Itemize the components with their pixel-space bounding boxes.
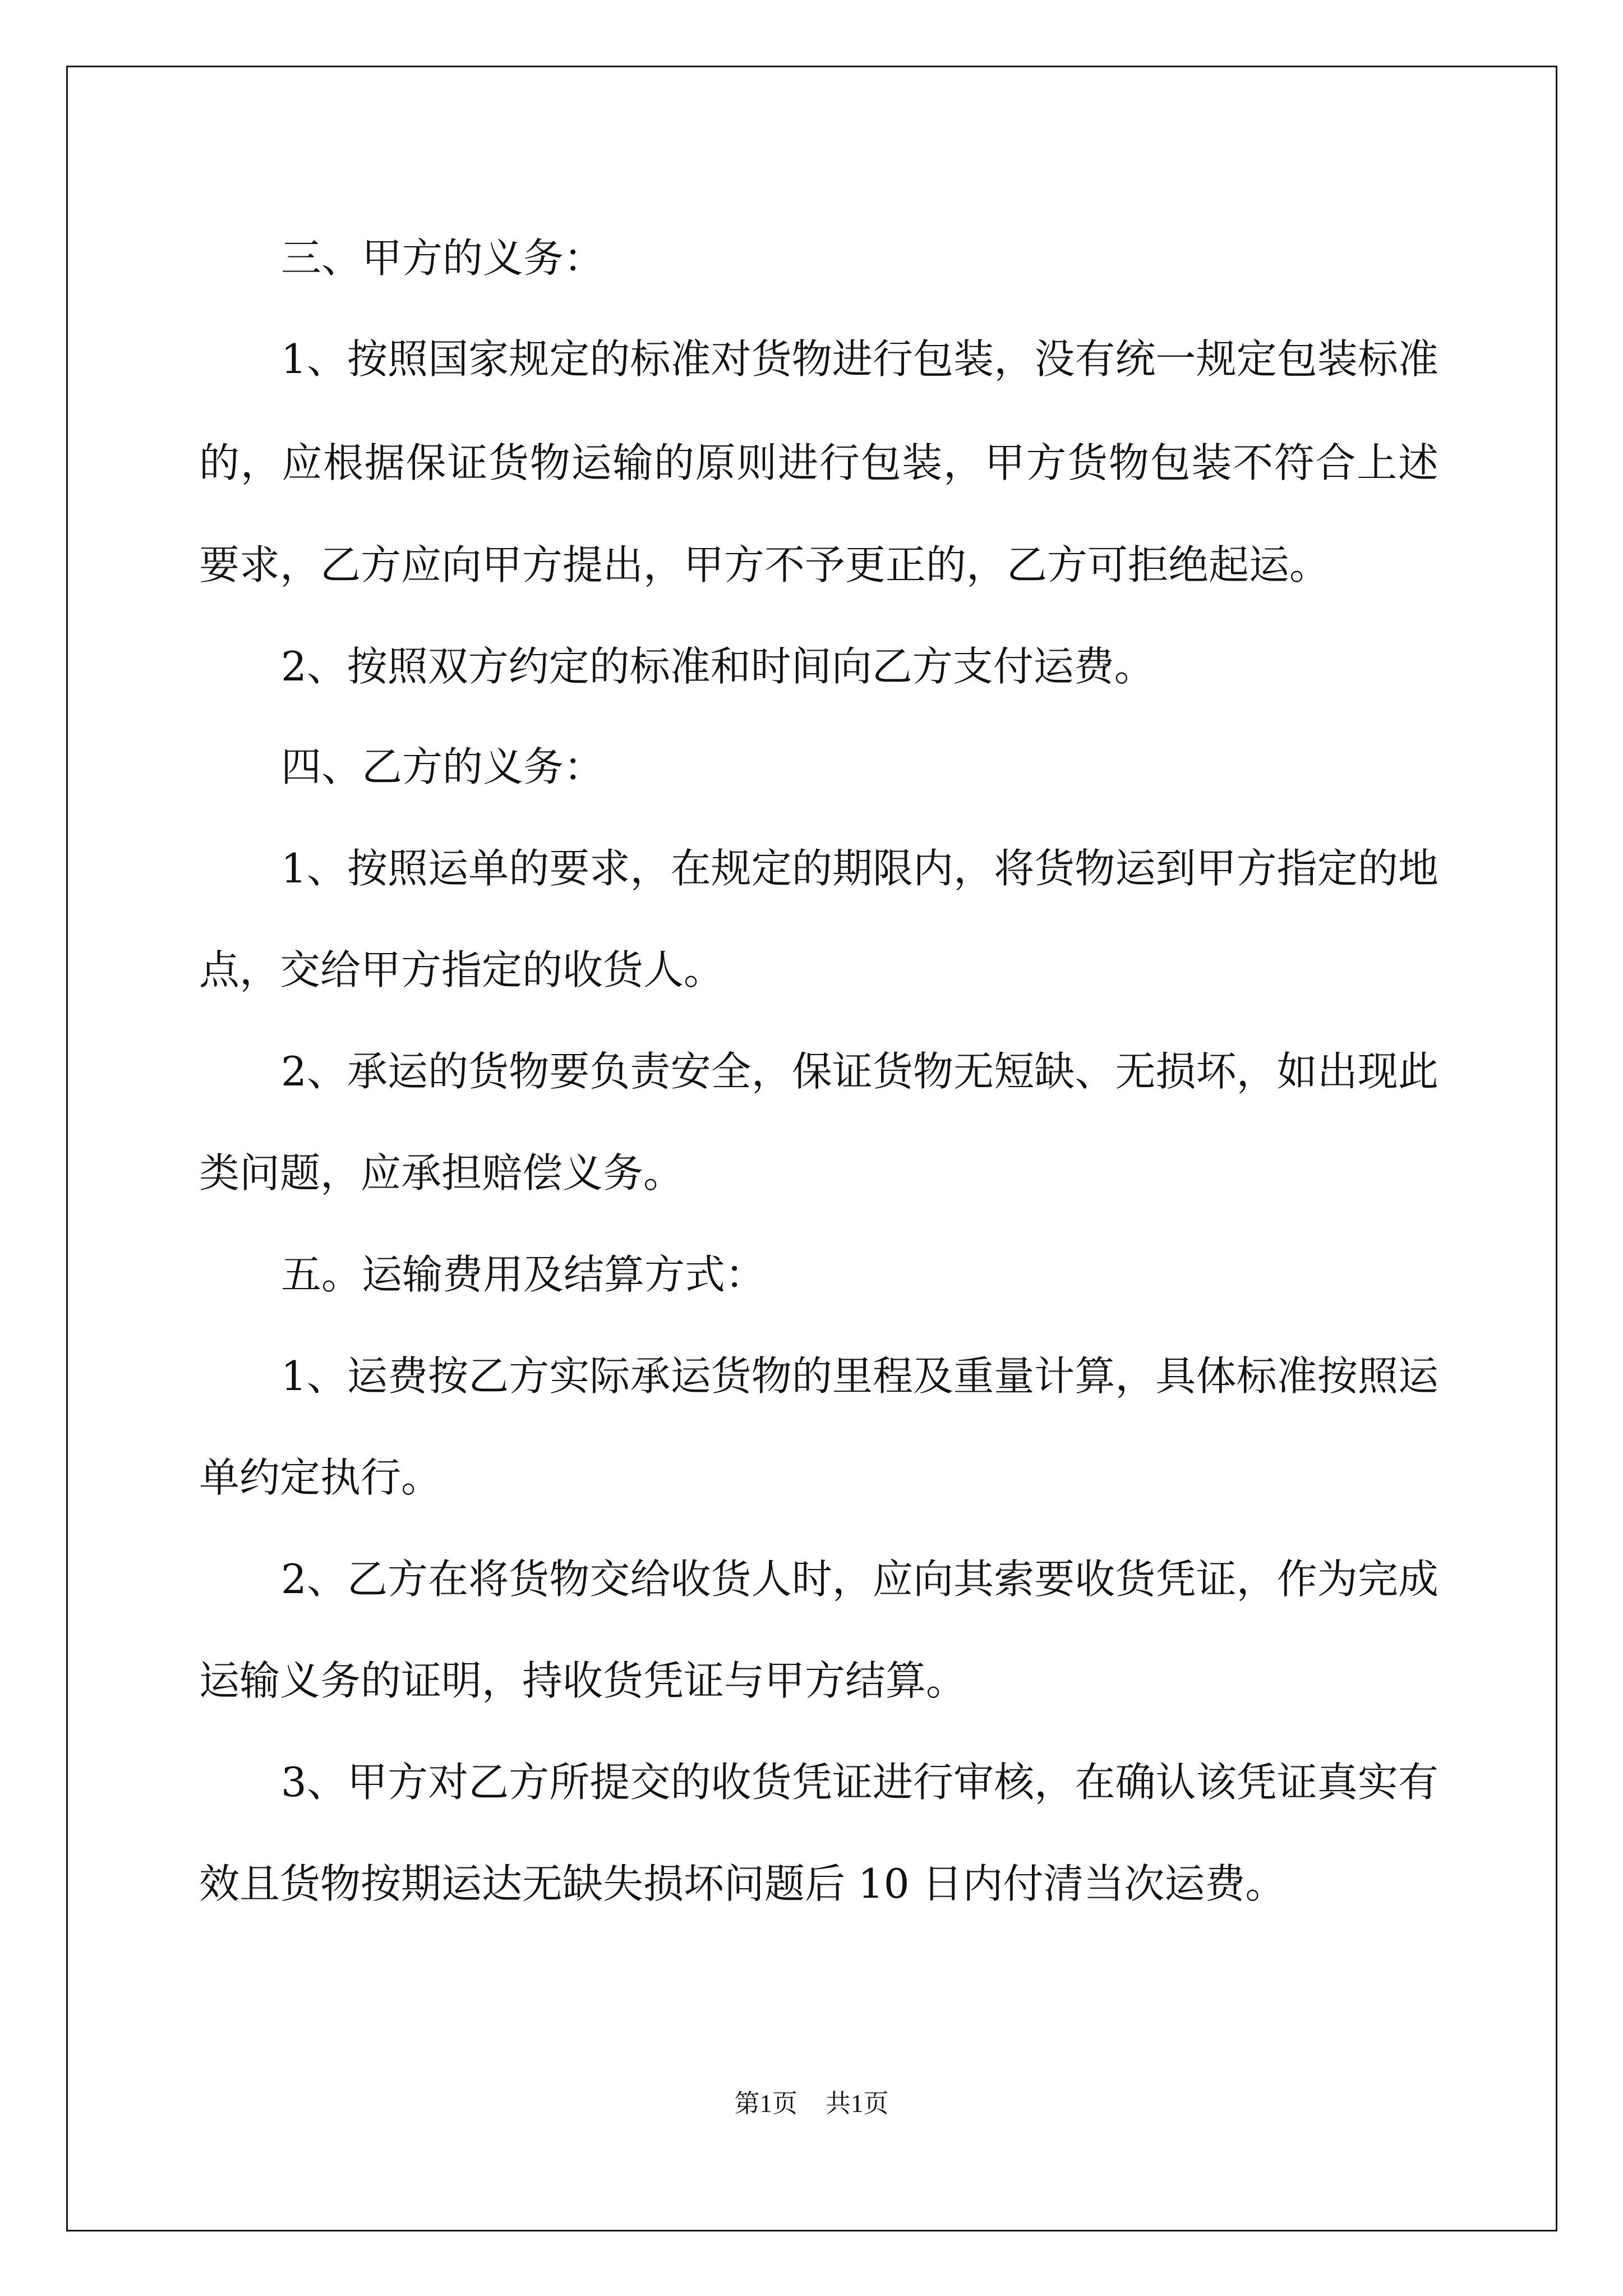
paragraph-line: 2、承运的货物要负责安全，保证货物无短缺、无损坏，如出现此 — [281, 1048, 1438, 1095]
paragraph-line: 1、按照运单的要求，在规定的期限内，将货物运到甲方指定的地 — [281, 845, 1438, 892]
paragraph-line: 1、运费按乙方实际承运货物的里程及重量计算，具体标准按照运 — [281, 1352, 1438, 1400]
paragraph-line: 1、按照国家规定的标准对货物进行包装，没有统一规定包装标准 — [281, 335, 1438, 383]
paragraph-line: 点，交给甲方指定的收货人。 — [199, 946, 725, 993]
section-heading-4: 四、乙方的义务： — [281, 743, 605, 790]
page-number: 第1页 — [734, 2090, 797, 2118]
paragraph-line: 单约定执行。 — [199, 1454, 442, 1501]
section-heading-3: 三、甲方的义务： — [281, 234, 605, 282]
section-heading-5: 五。运输费用及结算方式： — [281, 1251, 766, 1298]
paragraph-line: 2、乙方在将货物交给收货人时，应向其索要收货凭证，作为完成 — [281, 1556, 1438, 1603]
paragraph-line: 3、甲方对乙方所提交的收货凭证进行审核，在确认该凭证真实有 — [281, 1759, 1438, 1806]
paragraph-line: 2、按照双方约定的标准和时间向乙方支付运费。 — [281, 643, 1155, 690]
paragraph-line: 要求，乙方应向甲方提出，甲方不予更正的，乙方可拒绝起运。 — [199, 541, 1330, 588]
paragraph-line: 效且货物按期运达无缺失损坏问题后 10 日内付清当次运费。 — [199, 1860, 1286, 1907]
paragraph-line: 的，应根据保证货物运输的原则进行包装，甲方货物包装不符合上述 — [199, 439, 1438, 486]
page-count: 共1页 — [826, 2090, 889, 2118]
paragraph-line: 类问题，应承担赔偿义务。 — [199, 1149, 684, 1197]
page-footer — [0, 2088, 1623, 2119]
paragraph-line: 运输义务的证明，持收货凭证与甲方结算。 — [199, 1657, 967, 1704]
